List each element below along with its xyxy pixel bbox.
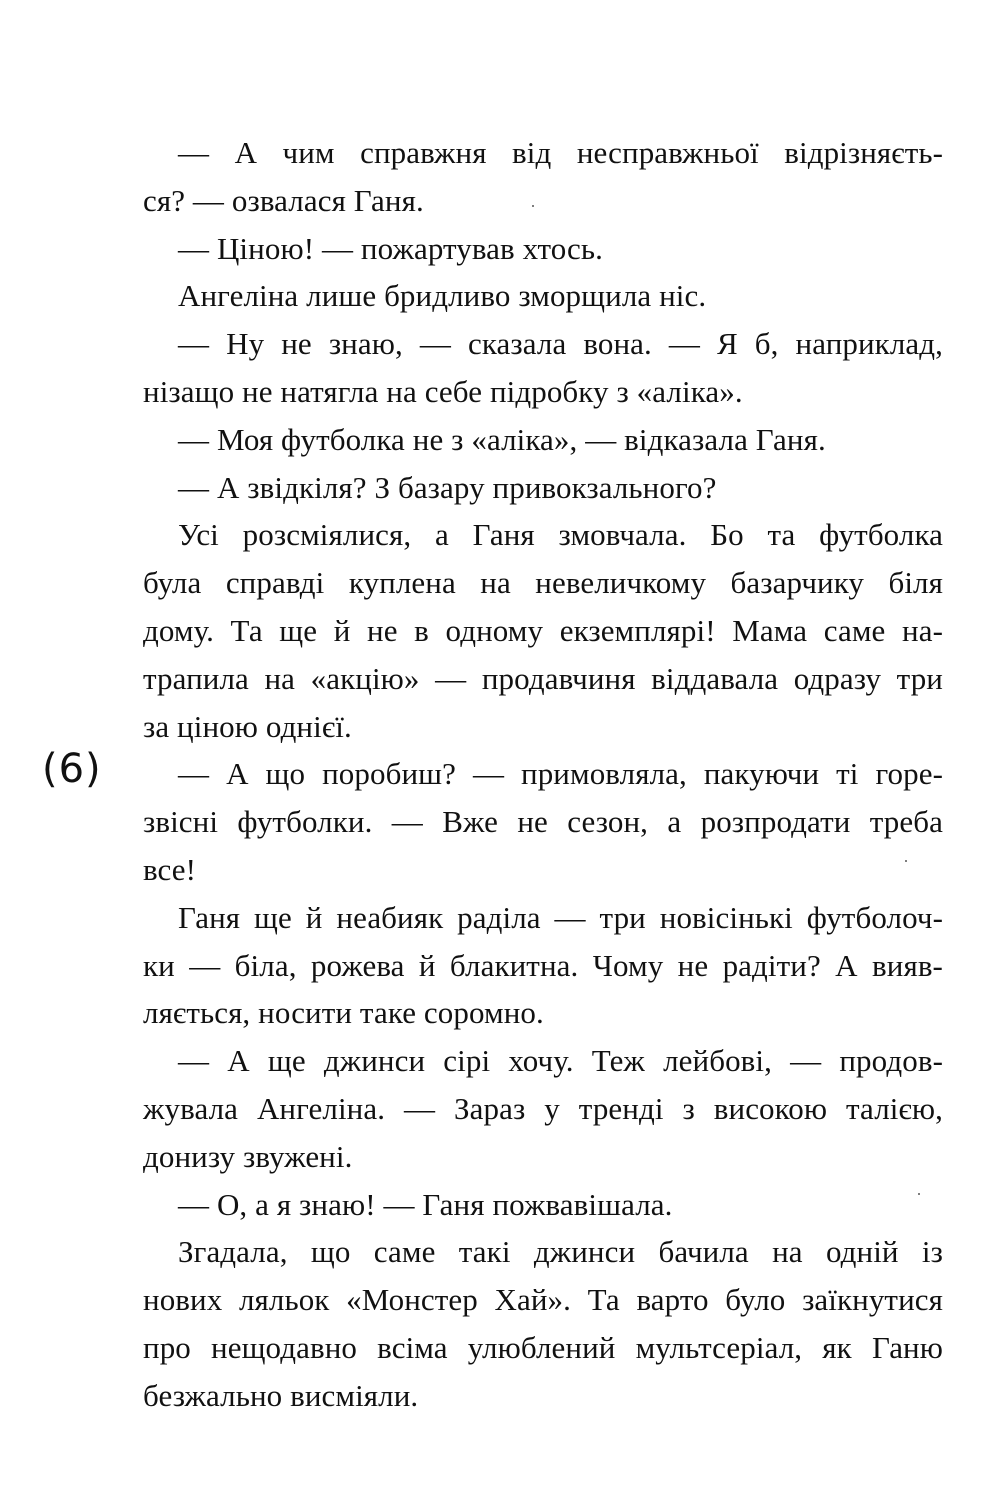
text-line: Згадала, що саме такі джинси бачила на одній із [178,1234,943,1270]
scan-speck [532,205,534,207]
scan-speck [905,860,907,862]
text-line: дому. Та ще й не в одному екземплярі! Мама саме на- [143,612,943,648]
text-line: — О, а я знаю! — Ганя пожвавішала. [178,1186,673,1222]
text-line: донизу звужені. [143,1138,353,1174]
text-line: — Моя футболка не з «аліка», — відказала Ганя. [178,421,826,457]
text-line: — А чим справжня від несправжньої відрізняєть- [178,135,943,170]
text-line: — Ціною! — пожартував хтось. [178,230,604,266]
text-line: — А що поробиш? — примовляла, пакуючи ті горе- [178,756,943,792]
text-line: ляється, носити таке соромно. [143,995,544,1031]
text-line: була справді куплена на невеличкому базарчику біля [143,565,943,601]
body-text [143,129,943,1420]
text-line: Ангеліна лише бридливо зморщила ніс. [178,278,707,314]
text-line: про нещодавно всіма улюблений мультсеріал, як Ганю [143,1329,943,1365]
text-line: трапила на «акцію» — продавчиня віддавала одразу три [143,660,943,696]
text-line: — Ну не знаю, — сказала вона. — Я б, наприклад, [178,326,943,362]
scan-speck [918,1193,920,1195]
text-line: Усі розсміялися, а Ганя змовчала. Бо та футболка [178,517,943,553]
text-line: нізащо не натягла на себе підробку з «аліка». [143,373,743,409]
text-line: ся? — озвалася Ганя. [143,182,424,218]
text-line: — А ще джинси сірі хочу. Теж лейбові, — продов- [178,1043,943,1079]
text-line: — А звідкіля? З базару привокзального? [178,469,717,505]
text-line: Ганя ще й неабияк раділа — три новісінькі футболоч- [178,899,943,935]
text-line: за ціною однієї. [143,708,352,744]
text-line: жувала Ангеліна. — Зараз у тренді з високою талією, [143,1090,943,1126]
text-line: безжально висміяли. [143,1377,419,1413]
text-line: нових ляльок «Монстер Хай». Та варто було заїкнутися [143,1282,943,1318]
text-line: все! [143,851,197,887]
text-line: звісні футболки. — Вже не сезон, а розпродати треба [143,804,943,840]
text-line: ки — біла, рожева й блакитна. Чому не радіти? А вияв- [143,947,943,983]
page-number: (6) [42,746,102,792]
